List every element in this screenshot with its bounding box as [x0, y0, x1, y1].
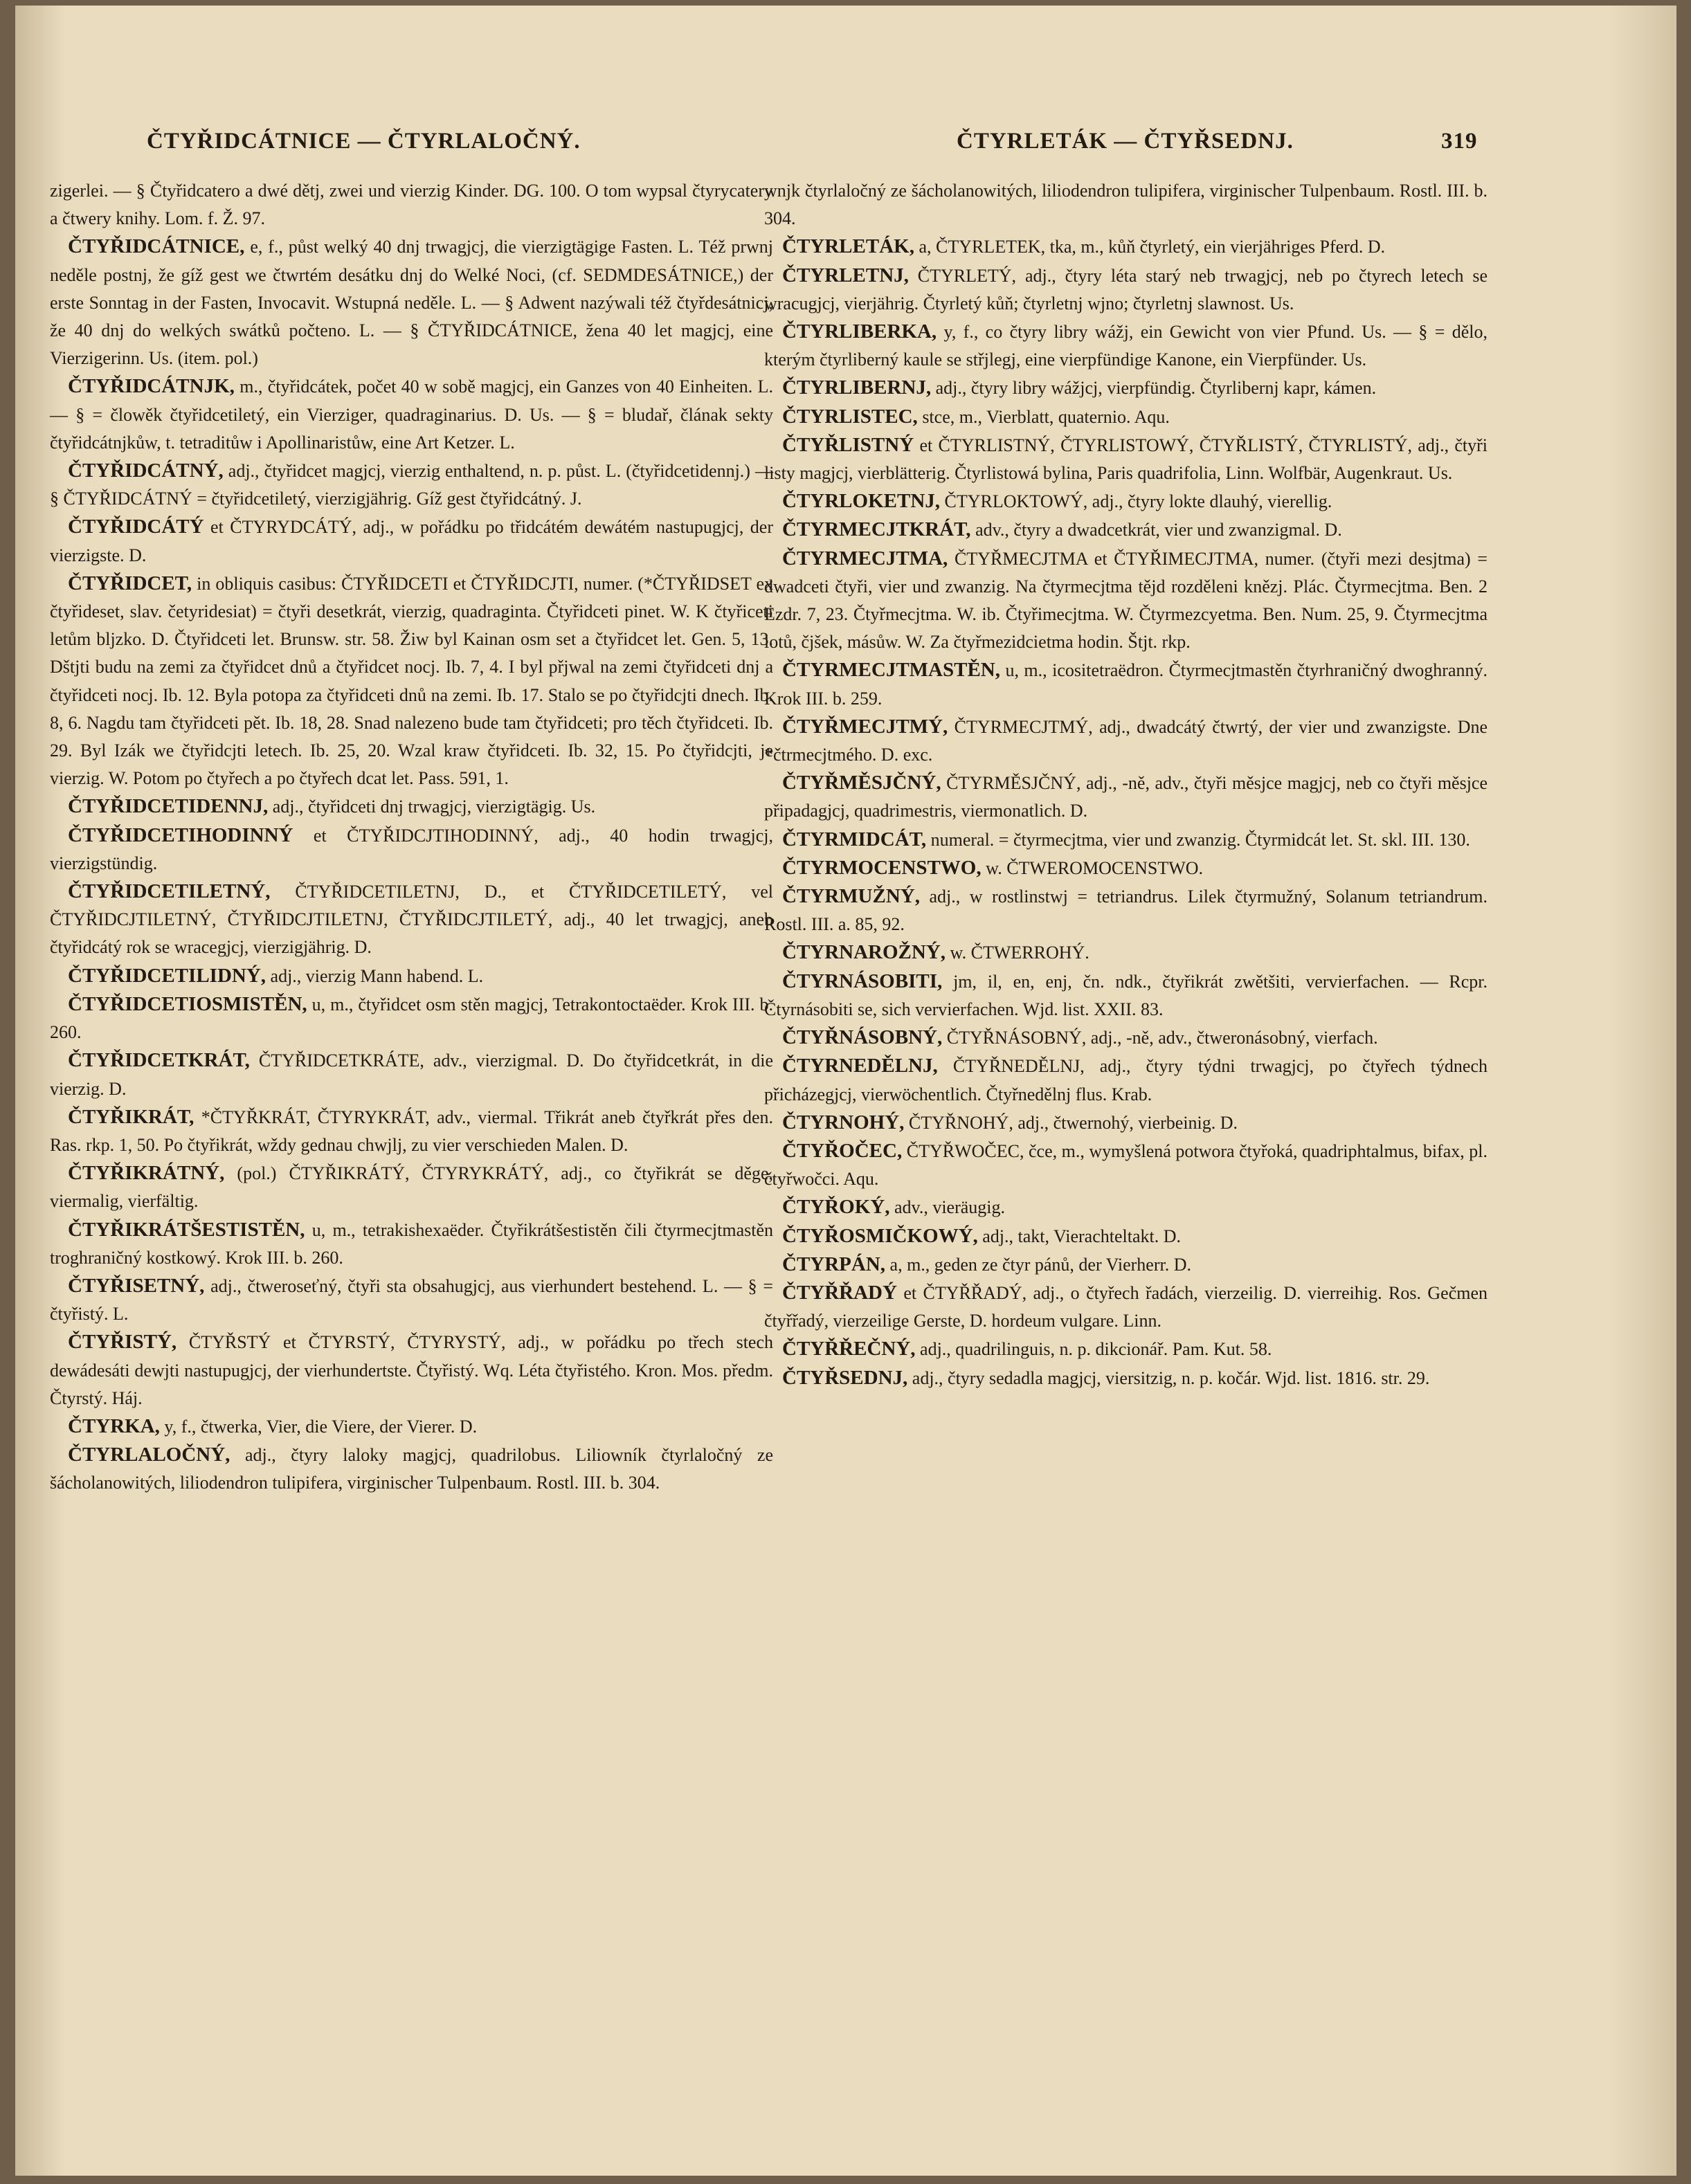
entry-text: u, m., tetrakishexaëder. Čtyřikrátšestistěn čili čtyrmecjtmastěn troghraničný kostkowý. Krok III. b. 260. [50, 1219, 774, 1268]
dictionary-entry [764, 656, 1487, 712]
dictionary-entry [50, 457, 773, 513]
entry-text: zigerlei. — § Čtyřidcatero a dwé dětj, zwei und vierzig Kinder. DG. 100. O tom wypsal čtyrycatery a čtwery knihy. Lom. f. Ž. 97. [50, 181, 773, 229]
dictionary-entry [50, 1412, 773, 1441]
entry-text: w. ČTWEROMOCENSTWO. [986, 857, 1204, 878]
entry-text: et ČTYRLISTNÝ, ČTYRLISTOWÝ, ČTYŘLISTÝ, ČTYRLISTÝ, adj., čtyři listy magjcj, vierblätterig. Čtyrlistowá bylina, Paris quadrifolia, Linn. Wolfbär, Augenkraut. Us. [764, 435, 1488, 484]
entry-text: ČTYRLETÝ, adj., čtyry léta starý neb trwagjcj, neb po čtyrech letech se wracugjcj, vierjährig. Čtyrletý kůň; čtyrletnj wjno; čtyrletnj slawnost. Us. [764, 265, 1488, 313]
entry-headword: ČTYŘIKRÁT, [68, 1105, 195, 1128]
entry-headword: ČTYŘIDCÁTÝ [68, 516, 204, 538]
left-column [50, 177, 773, 1498]
dictionary-entry [50, 877, 773, 962]
entry-headword: ČTYŘIDCETILIDNÝ, [68, 964, 266, 987]
dictionary-entry [50, 821, 773, 877]
entry-text: adj., takt, Vierachteltakt. D. [982, 1226, 1182, 1246]
entry-text: u, m., čtyřidcet osm stěn magjcj, Tetrakontoctaëder. Krok III. b. 260. [50, 994, 774, 1043]
entry-text: m., čtyřidcátek, počet 40 w sobě magjcj, ein Ganzes von 40 Einheiten. L. — § = člowěk čtyřidcetiletý, ein Vierziger, quadraginarius. D. Us. — § = bludař, člának sekty čtyřidcátnjkůw, t. tetraditůw i Apollinaristůw, eine Art Ketzer. L. [50, 376, 774, 453]
entry-text: ČTYŘMECJTMA et ČTYŘIMECJTMA, numer. (čtyři mezi desjtma) = dwadceti čtyři, vier und zwanzig. Na čtyrmecjtma tějd rozděleni knězj. Plác. Čtyrmecjtma. Ben. 2 Ezdr. 7, 23. Čtyřmecjtma. W. ib. Čtyřimecjtma. W. Čtyrmezcyetma. Ben. Num. 25, 9. Čtyrmecjtma lotů, čjšek, másůw. W. Za čtyřmezidcietma hodin. Štjt. rkp. [764, 548, 1487, 653]
dictionary-entry [764, 177, 1487, 233]
dictionary-entry [50, 1441, 773, 1497]
entry-headword: ČTYŘMĚSJČNÝ, [782, 772, 941, 794]
dictionary-entry [764, 769, 1487, 825]
entry-text: et ČTYŘŘADÝ, adj., o čtyřech řadách, vierzeilig. D. vierreihig. Ros. Gečmen čtyřřadý, vierzeilige Gerste, D. hordeum vulgare. Linn. [764, 1282, 1487, 1331]
dictionary-entry [764, 1137, 1487, 1193]
entry-headword: ČTYŘOKÝ, [782, 1196, 890, 1219]
entry-headword: ČTYŘMECJTMÝ, [782, 715, 948, 738]
entry-headword: ČTYRNÁSOBITI, [782, 970, 943, 992]
entry-text: y, f., co čtyry libry wážj, ein Gewicht von vier Pfund. Us. — § = dělo, kterým čtyrliberný kaule se střjlegj, eine vierpfündige Kanone, ein Vierpfünder. Us. [764, 322, 1487, 370]
entry-headword: ČTYRPÁN, [782, 1253, 886, 1275]
entry-headword: ČTYŘIDCETIDENNJ, [68, 795, 269, 818]
entry-headword: ČTYRLOKETNJ, [782, 490, 941, 513]
dictionary-entry [764, 516, 1487, 544]
entry-text: ČTYŘNOHÝ, adj., čtwernohý, vierbeinig. D. [908, 1112, 1238, 1133]
dictionary-entry [764, 1193, 1487, 1221]
entry-text: ČTYŘWOČEC, čce, m., wymyšlená potwora čtyřoká, quadriphtalmus, bifax, pl. čtyřwočci. Aqu. [764, 1140, 1488, 1190]
entry-text: wnjk čtyrlaločný ze šácholanowitých, liliodendron tulipifera, virginischer Tulpenbaum. Rostl. III. b. 304. [764, 181, 1487, 229]
dictionary-entry [764, 1335, 1487, 1363]
dictionary-entry [764, 545, 1487, 657]
entry-text: jm, il, en, enj, čn. ndk., čtyřikrát zwětšiti, vervierfachen. — Rcpr. Čtyrnásobiti se, sich vervierfachen. Wjd. list. XXII. 83. [764, 971, 1487, 1019]
entry-headword: ČTYŘIDCETKRÁT, [68, 1049, 250, 1072]
dictionary-entry [764, 713, 1487, 769]
entry-headword: ČTYŘOSMIČKOWÝ, [782, 1224, 978, 1247]
entry-text: w. ČTWERROHÝ. [950, 943, 1089, 963]
entry-text: ČTYŘSTÝ et ČTYRSTÝ, ČTYRYSTÝ, adj., w pořádku po třech stech dewádesáti dewjti nastupugjcj, der vierhundertste. Čtyřistý. Wq. Léta čtyřistého. Kron. Mos. předm. Čtyrstý. Háj. [50, 1332, 774, 1408]
dictionary-entry [764, 431, 1487, 487]
entry-text: adj., čtyřidcet magjcj, vierzig enthaltend, n. p. půst. L. (čtyřidcetidennj.) — § ČTYŘIDCÁTNÝ = čtyřidcetiletý, vierzigjährig. Gíž gest čtyřidcátný. J. [50, 461, 773, 509]
entry-headword: ČTYRLALOČNÝ, [68, 1444, 230, 1466]
entry-headword: ČTYRMIDCÁT, [782, 828, 927, 850]
entry-text: adj., w rostlinstwj = tetriandrus. Lilek čtyrmužný, Solanum tetriandrum. Rostl. III. a. 85, 92. [764, 886, 1487, 935]
entry-headword: ČTYŘOČEC, [782, 1139, 903, 1162]
right-column [764, 177, 1487, 1392]
dictionary-entry [50, 1046, 773, 1102]
page-number: 319 [1441, 129, 1478, 154]
entry-headword: ČTYŘIKRÁTNÝ, [68, 1162, 225, 1185]
dictionary-entry [764, 967, 1487, 1023]
entry-text: ČTYŘNÁSOBNÝ, adj., -ně, adv., čtweronásobný, vierfach. [946, 1028, 1378, 1048]
entry-headword: ČTYŘŘADÝ [782, 1281, 897, 1304]
dictionary-entry [764, 1052, 1487, 1108]
entry-text: adj., quadrilinguis, n. p. dikcionář. Pam. Kut. 58. [920, 1339, 1272, 1360]
entry-text: (pol.) ČTYŘIKRÁTÝ, ČTYRYKRÁTÝ, adj., co čtyřikrát se děge, viermalig, vierfältig. [50, 1163, 773, 1212]
entry-text: ČTYRMĚSJČNÝ, adj., -ně, adv., čtyři měsjce magjcj, neb co čtyři měsjce připadagjcj, quadrimestris, viermonatlich. D. [764, 773, 1488, 821]
dictionary-entry [50, 1272, 773, 1328]
entry-headword: ČTYRLETÁK, [782, 235, 914, 258]
running-head-right: ČTYRLETÁK — ČTYŘSEDNJ. [957, 129, 1294, 154]
entry-text: y, f., čtwerka, Vier, die Viere, der Vierer. D. [164, 1416, 478, 1437]
entry-text: adj., vierzig Mann habend. L. [270, 965, 484, 986]
entry-text: ČTYŘIDCETILETNJ, D., et ČTYŘIDCETILETÝ, vel ČTYŘIDCJTILETNÝ, ČTYŘIDCJTILETNJ, ČTYŘIDCJTILETÝ, adj., 40 let trwagjcj, aneb čtyřidcátý rok se wracegjcj, vierzigjährig. D. [50, 882, 773, 958]
dictionary-entry [764, 233, 1487, 261]
entry-headword: ČTYRMOCENSTWO, [782, 856, 982, 879]
dictionary-entry [50, 1216, 773, 1272]
dictionary-entry [764, 1222, 1487, 1250]
entry-headword: ČTYRMECJTKRÁT, [782, 518, 971, 541]
entry-headword: ČTYŘISTÝ, [68, 1331, 177, 1354]
dictionary-entry [764, 1364, 1487, 1392]
dictionary-entry [764, 1023, 1487, 1052]
dictionary-entry [50, 1103, 773, 1159]
entry-headword: ČTYŘIDCÁTNÝ, [68, 459, 224, 482]
entry-headword: ČTYRLIBERNJ, [782, 376, 932, 399]
entry-text: adj., čtyry laloky magjcj, quadrilobus. Liliowník čtyrlaločný ze šácholanowitých, liliodendron tulipifera, virginischer Tulpenbaum. Rostl. III. b. 304. [50, 1445, 773, 1493]
entry-headword: ČTYŘIDCET, [68, 572, 192, 594]
entry-headword: ČTYRMECJTMASTĚN, [782, 659, 1000, 682]
entry-text: a, m., geden ze čtyr pánů, der Vierherr. D. [889, 1254, 1191, 1275]
entry-text: adj., čtweroseťný, čtyři sta obsahugjcj, aus vierhundert bestehend. L. — § = čtyřistý. L. [50, 1275, 774, 1325]
running-head-left: ČTYŘIDCÁTNICE — ČTYRLALOČNÝ. [147, 129, 581, 154]
dictionary-entry [764, 262, 1487, 318]
dictionary-page [15, 6, 1676, 2176]
entry-text: adj., čtyřidceti dnj trwagjcj, vierzigtägig. Us. [272, 797, 596, 817]
entry-headword: ČTYRNEDĚLNJ, [782, 1055, 938, 1077]
dictionary-entry [764, 826, 1487, 854]
entry-text: ČTYRMECJTMÝ, adj., dwadcátý čtwrtý, der vier und zwanzigste. Dne *čtrmecjtmého. D. exc. [764, 716, 1488, 765]
entry-headword: ČTYRNAROŽNÝ, [782, 941, 946, 964]
dictionary-entry [764, 1109, 1487, 1137]
dictionary-entry [50, 570, 773, 793]
entry-headword: ČTYŘSEDNJ, [782, 1366, 908, 1389]
dictionary-entry [764, 1250, 1487, 1279]
dictionary-entry [50, 1328, 773, 1412]
entry-headword: ČTYŘLISTNÝ [782, 433, 914, 456]
entry-headword: ČTYŘNÁSOBNÝ, [782, 1026, 943, 1049]
entry-headword: ČTYŘIKRÁTŠESTISTĚN, [68, 1218, 305, 1241]
dictionary-entry [50, 233, 773, 372]
entry-text: in obliquis casibus: ČTYŘIDCETI et ČTYŘIDCJTI, numer. (*ČTYŘIDSET ex čtyřideset, slav. četyridesiat) = čtyři desetkrát, vierzig, quadraginta. Čtyřidceti pinet. W. K čtyřiceti letům bljzko. D. Čtyřidceti let. Brunsw. str. 58. Žiw byl Kainan osm set a čtyřidcet let. Gen. 5, 13. Dštjti budu na zemi za čtyřidcet dnů a čtyřidcet nocj. Ib. 7, 4. I byl přjwal na zemi čtyřidceti dnj a čtyřidceti nocj. Ib. 12. Byla potopa za čtyřidceti dnů na zemi. Ib. 17. Stalo se po čtyřidcjti dnech. Ib. 8, 6. Nagdu tam čtyřidceti pět. Ib. 18, 28. Snad nalezeno bude tam čtyřidceti; pro těch čtyřidceti. Ib. 29. Byl Izák we čtyřidcjti letech. Ib. 25, 20. Wzal kraw čtyřidceti. Ib. 32, 15. Po čtyřidcjti, je vierzig. W. Potom po čtyřech a po čtyřech dcat let. Pass. 591, 1. [50, 573, 773, 789]
dictionary-entry [50, 792, 773, 821]
entry-headword: ČTYRMECJTMA, [782, 547, 948, 570]
entry-text: stce, m., Vierblatt, quaternio. Aqu. [922, 406, 1170, 427]
entry-headword: ČTYRNOHÝ, [782, 1111, 905, 1134]
dictionary-entry [764, 882, 1487, 938]
entry-text: ČTYRLOKTOWÝ, adj., čtyry lokte dlauhý, vierellig. [944, 491, 1332, 512]
dictionary-entry [50, 513, 773, 569]
dictionary-entry [50, 1159, 773, 1215]
entry-text: ČTYŘNEDĚLNJ, adj., čtyry týdni trwagjcj, po čtyřech týdnech přicházegjcj, vierwöchentlich. Čtyřnedělnj flus. Krab. [764, 1056, 1488, 1104]
entry-headword: ČTYŘIDCETILETNÝ, [68, 880, 271, 903]
entry-text: *ČTYŘKRÁT, ČTYRYKRÁT, adv., viermal. Třikrát aneb čtyřkrát přes den. Ras. rkp. 1, 50. Po čtyřikrát, wždy gednau chwjlj, zu vier verschieden Malen. D. [50, 1107, 773, 1155]
entry-headword: ČTYŘIDCETIHODINNÝ [68, 823, 293, 846]
entry-headword: ČTYŘISETNÝ, [68, 1274, 205, 1297]
entry-headword: ČTYŘŘEČNÝ, [782, 1338, 916, 1361]
entry-text: u, m., icositetraëdron. Čtyrmecjtmastěn čtyrhraničný dwoghranný. Krok III. b. 259. [764, 660, 1487, 709]
entry-text: et ČTYRYDCÁTÝ, adj., w pořádku po třidcátém dewátém nastupugjcj, der vierzigste. D. [50, 517, 774, 565]
dictionary-entry [764, 318, 1487, 374]
entry-headword: ČTYRLIBERKA, [782, 320, 937, 343]
entry-text: a, ČTYRLETEK, tka, m., kůň čtyrletý, ein vierjähriges Pferd. D. [919, 237, 1386, 257]
dictionary-entry [764, 487, 1487, 516]
dictionary-entry [764, 938, 1487, 967]
entry-text: adv., vieräugig. [894, 1197, 1006, 1218]
dictionary-entry [764, 374, 1487, 402]
dictionary-entry [764, 1279, 1487, 1335]
dictionary-entry [764, 403, 1487, 431]
entry-headword: ČTYŘIDCETIOSMISTĚN, [68, 992, 307, 1015]
dictionary-entry [50, 372, 773, 457]
entry-headword: ČTYRKA, [68, 1414, 160, 1437]
dictionary-entry [764, 854, 1487, 882]
entry-text: adj., čtyry sedadla magjcj, viersitzig, n. p. kočár. Wjd. list. 1816. str. 29. [912, 1367, 1430, 1388]
entry-headword: ČTYRMUŽNÝ, [782, 885, 920, 908]
entry-headword: ČTYRLETNJ, [782, 264, 909, 286]
entry-text: adv., čtyry a dwadcetkrát, vier und zwanzigmal. D. [975, 520, 1342, 540]
entry-text: numeral. = čtyrmecjtma, vier und zwanzig. Čtyrmidcát let. St. skl. III. 130. [930, 829, 1470, 850]
entry-text: adj., čtyry libry wážjcj, vierpfündig. Čtyrlibernj kapr, kámen. [935, 378, 1377, 399]
entry-headword: ČTYŘIDCÁTNICE, [68, 235, 245, 258]
dictionary-entry [50, 177, 773, 233]
dictionary-entry [50, 990, 773, 1046]
dictionary-entry [50, 962, 773, 990]
entry-text: e, f., půst welký 40 dnj trwagjcj, die vierzigtägige Fasten. L. Též prwnj neděle postnj, že gíž gest we čtwrtém desátku dnj do Welké Noci, (cf. SEDMDESÁTNICE,) der erste Sonntag in der Fasten, Invocavit. Wstupná neděle. L. — § Adwent nazýwali též čtyřdesátnicj, že 40 dnj do welkých swátků počteno. L. — § ČTYŘIDCÁTNICE, žena 40 let magjcj, eine Vierzigerinn. Us. (item. pol.) [50, 237, 773, 369]
entry-headword: ČTYŘIDCÁTNJK, [68, 375, 235, 398]
entry-text: ČTYŘIDCETKRÁTE, adv., vierzigmal. D. Do čtyřidcetkrát, in die vierzig. D. [50, 1050, 773, 1099]
entry-text: et ČTYŘIDCJTIHODINNÝ, adj., 40 hodin trwagjcj, vierzigstündig. [50, 825, 774, 873]
entry-headword: ČTYRLISTEC, [782, 405, 918, 428]
